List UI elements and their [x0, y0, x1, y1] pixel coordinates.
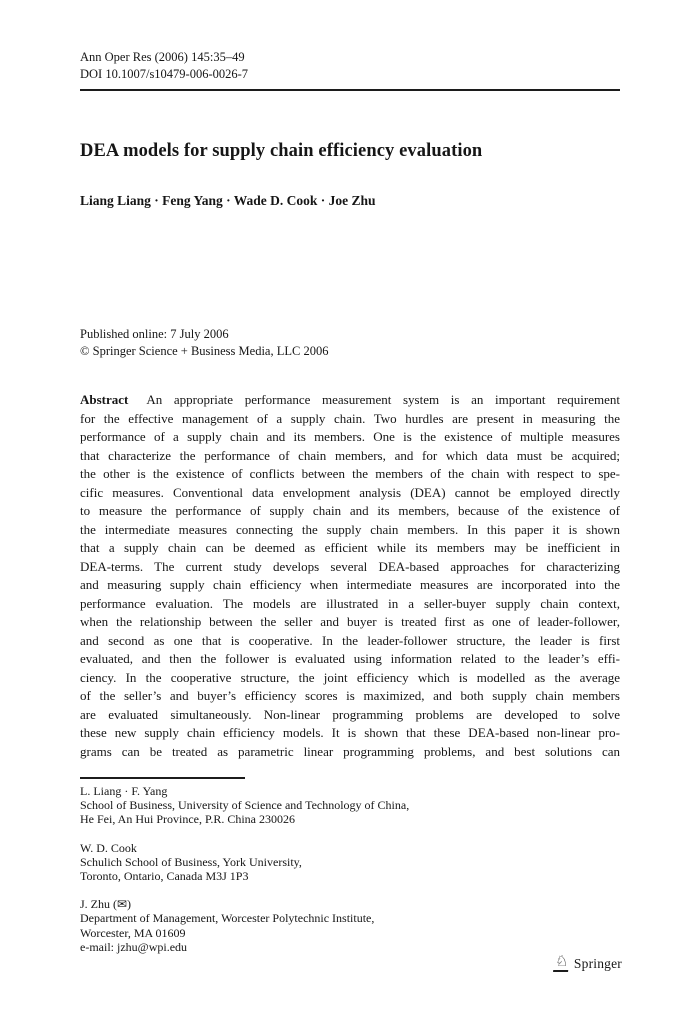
abstract-line: that characterize the performance of chain members, and for which data must be acquired;: [80, 447, 620, 463]
footnote-line: Schulich School of Business, York University,: [80, 854, 302, 869]
header-rule: [80, 89, 620, 91]
abstract-first-line-text: An appropriate performance measurement system is an important requirement: [146, 392, 620, 407]
footnote-line: Toronto, Ontario, Canada M3J 1P3: [80, 869, 249, 884]
abstract-line: to measure the performance of supply chain and its members, because of the existence of: [80, 503, 620, 518]
abstract-first-line: [80, 391, 620, 410]
abstract-line: ciency. In the cooperative structure, the joint efficiency which is modelled as the average: [80, 669, 620, 685]
footnote-line: W. D. Cook: [80, 840, 137, 855]
footnote-line: School of Business, University of Science and Technology of China,: [80, 798, 410, 813]
abstract-section: [80, 391, 620, 761]
springer-logo: [554, 954, 622, 972]
publication-info: [80, 326, 620, 360]
copyright-line: © Springer Science + Business Media, LLC 2006: [80, 344, 329, 358]
abstract-line: DEA-terms. The current study develops several DEA-based approaches for characterizing: [80, 558, 620, 574]
abstract-label: Abstract: [80, 392, 129, 407]
abstract-body: [80, 410, 620, 762]
footnote-block-liang-yang: [80, 784, 620, 827]
footnote-block-cook: [80, 841, 620, 884]
footnote-line: Worcester, MA 01609: [80, 925, 186, 940]
footnote-line: J. Zhu (✉): [80, 897, 132, 912]
abstract-line: performance evaluation. The models are illustrated in a seller-buyer supply chain context,: [80, 595, 620, 611]
abstract-line: the intermediate measures connecting the supply chain members. In this paper it is shown: [80, 521, 620, 537]
abstract-line: of the seller’s and buyer’s efficiency scores is maximized, and both supply chain members: [80, 688, 620, 703]
springer-knight-icon: ♘: [554, 952, 571, 970]
abstract-line: and second as one that is cooperative. In the leader-follower structure, the leader is first: [80, 632, 620, 648]
footnote-line: He Fei, An Hui Province, P.R. China 230026: [80, 812, 295, 827]
abstract-line: these new supply chain efficiency models. It is shown that these DEA-based non-linear pro-: [80, 725, 620, 740]
doi: DOI 10.1007/s10479-006-0026-7: [80, 67, 249, 81]
footnote-line: Department of Management, Worcester Polytechnic Institute,: [80, 911, 375, 926]
springer-name: Springer: [573, 955, 622, 971]
footnote-line: L. Liang · F. Yang: [80, 784, 168, 798]
published-online: Published online: 7 July 2006: [80, 327, 229, 341]
abstract-line: that a supply chain can be deemed as efficient while its members may be inefficient in: [80, 540, 620, 555]
abstract-line: the other is the existence of conflicts between the members of the chain with respect to spe-: [80, 466, 620, 481]
paper-title: DEA models for supply chain efficiency evaluation: [80, 141, 483, 161]
authors-line: Liang Liang · Feng Yang · Wade D. Cook · Joe Zhu: [80, 193, 376, 208]
abstract-line: and measuring supply chain efficiency when intermediate measures are incorporated into the: [80, 577, 620, 592]
journal-reference: Ann Oper Res (2006) 145:35–49: [80, 50, 245, 64]
abstract-line: grams can be treated as parametric linear programming problems, and best solutions can: [80, 743, 620, 759]
journal-header: [80, 49, 620, 83]
abstract-line: for the effective management of a supply chain. Two hurdles are present in measuring the: [80, 410, 620, 426]
abstract-line: when the relationship between the seller and buyer is treated first as one of leader-follower,: [80, 614, 620, 629]
abstract-line: evaluated, and then the follower is evaluated using information related to the leader’s effi-: [80, 651, 620, 666]
footnote-block-zhu: [80, 897, 620, 954]
footnote-line: e-mail: jzhu@wpi.edu: [80, 939, 188, 954]
abstract-line: performance of a supply chain and its members. One is the existence of multiple measures: [80, 429, 620, 444]
abstract-line: cific measures. Conventional data envelopment analysis (DEA) cannot be employed directly: [80, 484, 620, 500]
footnotes-section: [80, 784, 620, 968]
abstract-line: are evaluated simultaneously. Non-linear programming problems are developed to solve: [80, 706, 620, 722]
footnote-rule: [80, 777, 245, 779]
